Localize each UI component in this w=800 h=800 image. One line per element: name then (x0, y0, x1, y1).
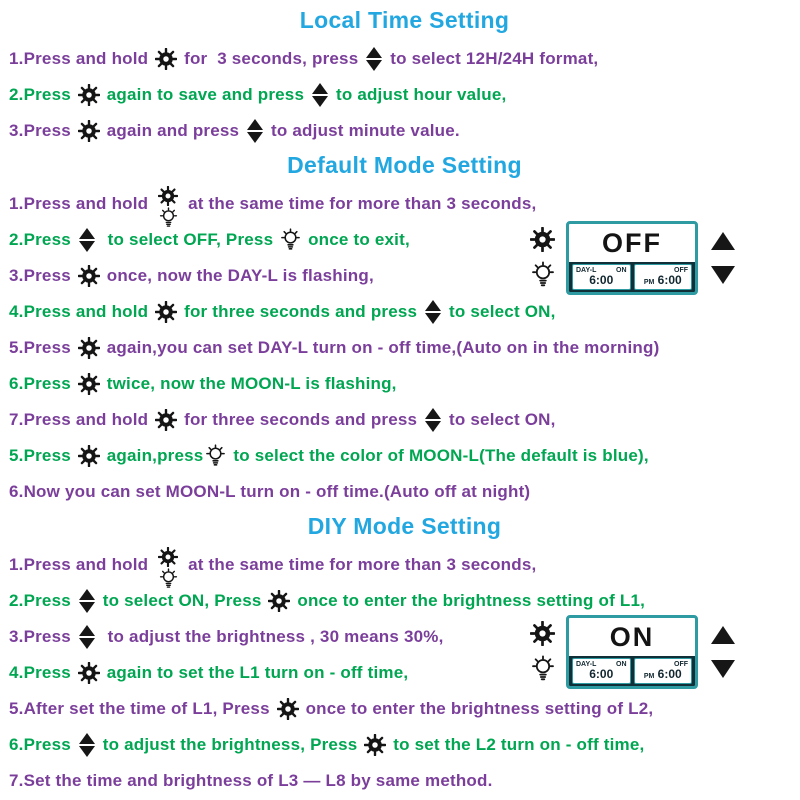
up-arrow-icon (79, 228, 95, 239)
display-buttons (528, 227, 557, 289)
up-down-buttons-icon (79, 589, 95, 613)
lcd-ampm-label: PM (643, 672, 655, 680)
instruction-line (9, 727, 800, 763)
bulb-icon (159, 568, 178, 590)
down-arrow-icon (79, 241, 95, 252)
section-title: DIY Mode Setting (307, 513, 502, 539)
up-arrow-icon (711, 626, 735, 644)
instruction-line (9, 691, 800, 727)
lcd-on-label: ON (616, 660, 627, 668)
bulb-icon (159, 207, 178, 229)
instruction-line (9, 438, 800, 474)
instruction-text: 2.Press (9, 230, 76, 249)
section-title: Default Mode Setting (287, 152, 522, 178)
instruction-line (9, 763, 800, 799)
up-down-buttons-icon (79, 228, 95, 252)
instruction-line (9, 186, 800, 222)
gear-icon (530, 621, 555, 646)
instruction-text: 5.Press (9, 446, 76, 465)
instruction-text: 4.Press and hold (9, 302, 154, 321)
instruction-line (9, 402, 800, 438)
up-arrow-icon (79, 589, 95, 600)
lcd-screen (566, 221, 698, 295)
instruction-text: to adjust the brightness , 30 means 30%, (97, 627, 444, 646)
lcd-display-unit-on (528, 615, 735, 689)
up-arrow-icon (425, 408, 441, 419)
instruction-text: 1.Press and hold (9, 194, 154, 213)
lcd-timer-strip (569, 656, 695, 686)
instruction-line (9, 113, 800, 149)
up-down-buttons-icon (79, 733, 95, 757)
instruction-text: 5.After set the time of L1, Press (9, 699, 275, 718)
instruction-text: to select ON, (444, 410, 556, 429)
section-local-time-setting (0, 7, 800, 149)
up-down-buttons-icon (425, 408, 441, 432)
instruction-line (9, 474, 800, 510)
display-up-down-buttons (711, 232, 735, 284)
instruction-text: for three seconds and press (179, 410, 423, 429)
gear-and-bulb-icons (156, 186, 180, 229)
lcd-mode-text: ON (609, 621, 655, 652)
bulb-icon (531, 261, 555, 289)
instruction-line (9, 41, 800, 77)
lcd-off-time: 6:00 (657, 272, 682, 287)
instruction-text: once to exit, (303, 230, 410, 249)
instruction-text: once, now the DAY-L is flashing, (101, 266, 374, 285)
up-down-buttons-icon (312, 83, 328, 107)
gear-icon (158, 186, 178, 206)
up-arrow-icon (247, 119, 263, 130)
gear-icon (277, 698, 299, 720)
instruction-text: to select 12H/24H format, (385, 49, 599, 68)
down-arrow-icon (79, 602, 95, 613)
down-arrow-icon (711, 660, 735, 678)
bulb-icon (280, 228, 301, 252)
down-arrow-icon (366, 60, 382, 71)
gear-icon (78, 337, 100, 359)
instruction-line (9, 294, 800, 330)
up-arrow-icon (79, 625, 95, 636)
instruction-text: 6.Press (9, 374, 76, 393)
down-arrow-icon (312, 96, 328, 107)
lcd-off-time: 6:00 (657, 666, 682, 681)
up-down-buttons-icon (79, 625, 95, 649)
down-arrow-icon (425, 421, 441, 432)
section-default-mode-setting (0, 152, 800, 510)
instruction-text: again to set the L1 turn on - off time, (101, 663, 409, 682)
instruction-text: to select ON, (444, 302, 556, 321)
up-arrow-icon (366, 47, 382, 58)
lcd-off-label: OFF (674, 660, 688, 668)
instruction-text: again to save and press (101, 85, 310, 104)
instruction-text: to select the color of MOON-L(The default is blue), (228, 446, 649, 465)
instruction-line (9, 330, 800, 366)
instruction-text: 2.Press (9, 85, 76, 104)
gear-and-bulb-icons (156, 547, 180, 590)
gear-icon (155, 48, 177, 70)
gear-icon (78, 662, 100, 684)
gear-icon (78, 265, 100, 287)
instruction-line (9, 547, 800, 583)
display-buttons (528, 621, 557, 683)
up-down-buttons-icon (425, 300, 441, 324)
lcd-off-label: OFF (674, 266, 688, 274)
lcd-off-time-cell (634, 658, 693, 684)
instruction-text: again,you can set DAY-L turn on - off time,(Auto on in the morning) (101, 338, 660, 357)
gear-icon (78, 445, 100, 467)
instruction-line (9, 366, 800, 402)
lcd-display-unit-off (528, 221, 735, 295)
down-arrow-icon (79, 746, 95, 757)
instruction-line (9, 77, 800, 113)
gear-icon (78, 84, 100, 106)
bulb-icon (531, 655, 555, 683)
instruction-line (9, 583, 800, 619)
gear-icon (158, 547, 178, 567)
instruction-text: 2.Press (9, 591, 76, 610)
up-down-buttons-icon (247, 119, 263, 143)
lcd-off-time-cell (634, 264, 693, 290)
instruction-text: 6.Now you can set MOON-L turn on - off time.(Auto off at night) (9, 482, 531, 501)
lcd-channel-label: DAY-L (576, 660, 597, 668)
gear-icon (530, 227, 555, 252)
instruction-text: once to enter the brightness setting of L2, (300, 699, 654, 718)
bulb-icon (205, 444, 226, 468)
gear-icon (78, 120, 100, 142)
instruction-text: to select ON, Press (97, 591, 267, 610)
gear-icon (155, 301, 177, 323)
gear-icon (268, 590, 290, 612)
instruction-text: 1.Press and hold (9, 555, 154, 574)
down-arrow-icon (247, 132, 263, 143)
instruction-text: again and press (101, 121, 245, 140)
display-up-down-buttons (711, 626, 735, 678)
lcd-on-time-cell (572, 264, 631, 290)
lcd-ampm-label: PM (643, 278, 655, 286)
instruction-text: once to enter the brightness setting of L1, (292, 591, 646, 610)
instruction-text: 7.Set the time and brightness of L3 — L8 by same method. (9, 771, 493, 790)
instruction-text: 3.Press (9, 627, 76, 646)
instruction-text: at the same time for more than 3 seconds, (183, 194, 537, 213)
instruction-text: 1.Press and hold (9, 49, 154, 68)
lcd-screen (566, 615, 698, 689)
up-arrow-icon (79, 733, 95, 744)
instruction-text: to select OFF, Press (97, 230, 279, 249)
gear-icon (155, 409, 177, 431)
instruction-text: to adjust the brightness, Press (97, 735, 363, 754)
up-down-buttons-icon (366, 47, 382, 71)
down-arrow-icon (711, 266, 735, 284)
lcd-on-time-cell (572, 658, 631, 684)
up-arrow-icon (711, 232, 735, 250)
down-arrow-icon (79, 638, 95, 649)
instruction-text: 6.Press (9, 735, 76, 754)
instruction-text: 5.Press (9, 338, 76, 357)
lcd-on-time: 6:00 (589, 272, 614, 287)
instruction-text: to adjust minute value. (266, 121, 460, 140)
instruction-text: for 3 seconds, press (179, 49, 364, 68)
instruction-text: 3.Press (9, 121, 76, 140)
section-title: Local Time Setting (299, 7, 510, 33)
instruction-text: twice, now the MOON-L is flashing, (101, 374, 397, 393)
gear-icon (364, 734, 386, 756)
instruction-text: 3.Press (9, 266, 76, 285)
instruction-text: 7.Press and hold (9, 410, 154, 429)
instruction-text: to adjust hour value, (331, 85, 507, 104)
lcd-mode-text: OFF (602, 227, 662, 258)
lcd-on-time: 6:00 (589, 666, 614, 681)
up-arrow-icon (312, 83, 328, 94)
down-arrow-icon (425, 313, 441, 324)
instruction-text: at the same time for more than 3 seconds, (183, 555, 537, 574)
instruction-text: for three seconds and press (179, 302, 423, 321)
gear-icon (78, 373, 100, 395)
instruction-text: again,press (101, 446, 204, 465)
instruction-text: 4.Press (9, 663, 76, 682)
lcd-on-label: ON (616, 266, 627, 274)
up-arrow-icon (425, 300, 441, 311)
lcd-channel-label: DAY-L (576, 266, 597, 274)
lcd-timer-strip (569, 262, 695, 292)
instruction-text: to set the L2 turn on - off time, (388, 735, 645, 754)
